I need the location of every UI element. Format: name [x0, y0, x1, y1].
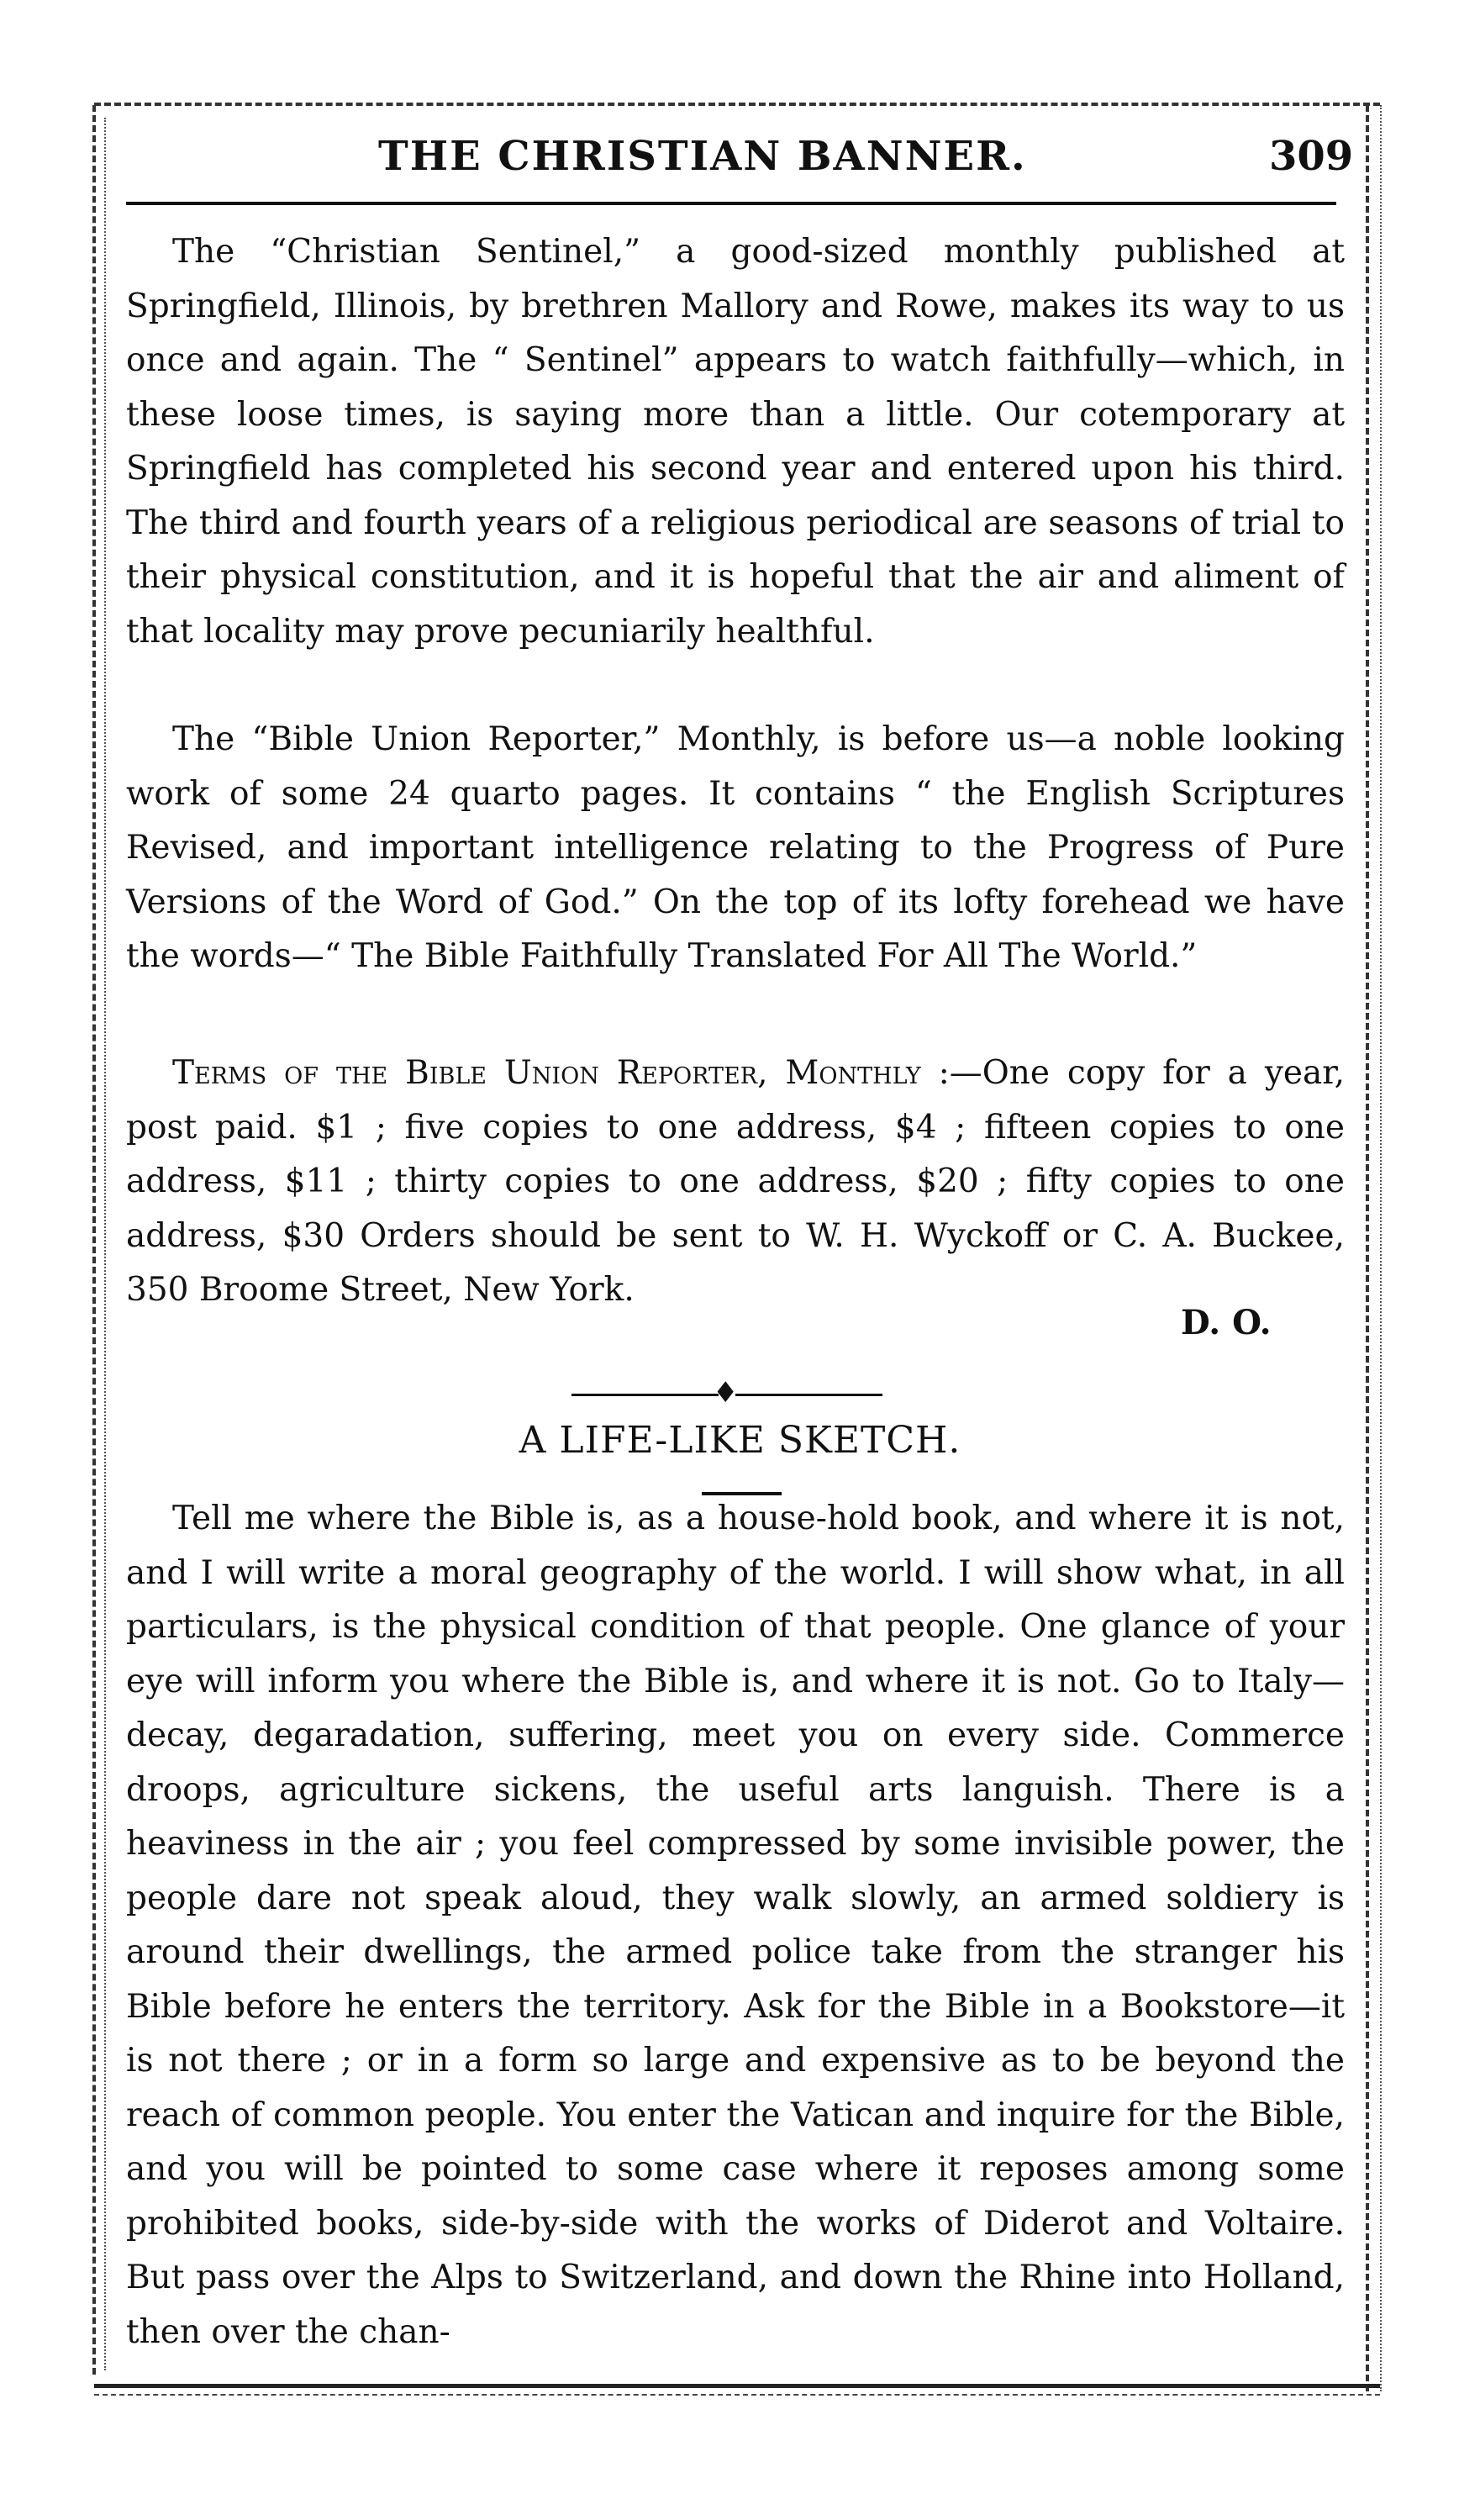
divider-rule-right [735, 1394, 882, 1396]
terms-heading: Terms of the Bible Union Reporter, Monthly [172, 1054, 921, 1092]
page-frame-top [94, 103, 1380, 106]
header-rule [126, 202, 1336, 205]
paragraph-christian-sentinel [126, 225, 1345, 659]
page-frame-left-inner [104, 118, 106, 2370]
paragraph-bible-union-reporter [126, 713, 1345, 984]
paragraph-text: Tell me where the Bible is, as a house-hold book, and where it is not, and I will write a moral geography of the world. I will show what, in all particulars, is the physical condition of that people. One glance of your eye will inform you where the Bible is, and where it is not. Go to Italy—decay, degaradation, suffering, meet you on every side. Commerce droops, agriculture sickens, the useful arts languish. There is a heaviness in the air ; you feel compressed by some invisible power, the people dare not speak aloud, they walk slowly, an armed soldiery is around their dwellings, the armed police take from the stranger his Bible before he enters the territory. Ask for the Bible in a Bookstore—it is not there ; or in a form so large and expensive as to be beyond the reach of common people. You enter the Vatican and inquire for the Bible, and you will be pointed to some case where it reposes among some prohibited books, side-by-side with the works of Diderot and Voltaire. But pass over the Alps to Switzerland, and down the Rhine into Holland, then over the chan- [126, 1500, 1345, 2351]
paragraph-text: :—One copy for a year, post paid. $1 ; five copies to one address, $4 ; fifteen copies to one address, $11 ; thirty copies to one address, $20 ; fifty copies to one address, $30 Orders should be sent to W. H. Wyckoff or C. A. Buckee, 350 Broome Street, New York. [126, 1054, 1346, 1309]
running-header [126, 126, 1354, 193]
paragraph-terms [126, 1046, 1345, 1318]
page-frame-right-outer [1380, 105, 1382, 2391]
page-number: 309 [1269, 133, 1354, 180]
running-title: THE CHRISTIAN BANNER. [378, 133, 1027, 180]
divider-rule-left [571, 1394, 719, 1396]
page-frame-left [92, 105, 96, 2375]
page-frame-right [1366, 105, 1369, 2391]
paragraph-text: The “Bible Union Reporter,” Monthly, is before us—a noble looking work of some 24 quarto pages. It contains “ the English Scriptures Revised, and important intelligence relating to the Progress of Pure Versions of the Word of God.” On the top of its lofty forehead we have the words—“ The Bible Faithfully Translated For All The World.” [126, 720, 1345, 975]
page-frame-bottom [94, 2384, 1380, 2388]
page-frame-bottom-inner [94, 2394, 1380, 2396]
paragraph-text: The “Christian Sentinel,” a good-sized monthly published at Springfield, Illinois, by brethren Mallory and Rowe, makes its way to us once and again. The “ Sentinel” appears to watch faithfully—which, in these loose times, is saying more than a little. Our cotemporary at Springfield has completed his second year and entered upon his third. The third and fourth years of a religious periodical are seasons of trial to their physical constitution, and it is hopeful that the air and aliment of that locality may prove pecuniarily healthful. [126, 233, 1345, 651]
divider-ornament-icon: ♦ [713, 1376, 739, 1410]
section-title: A LIFE-LIKE SKETCH. [519, 1419, 961, 1462]
paragraph-life-like-sketch [126, 1492, 1345, 2359]
author-signature: D. O. [1181, 1303, 1272, 1342]
